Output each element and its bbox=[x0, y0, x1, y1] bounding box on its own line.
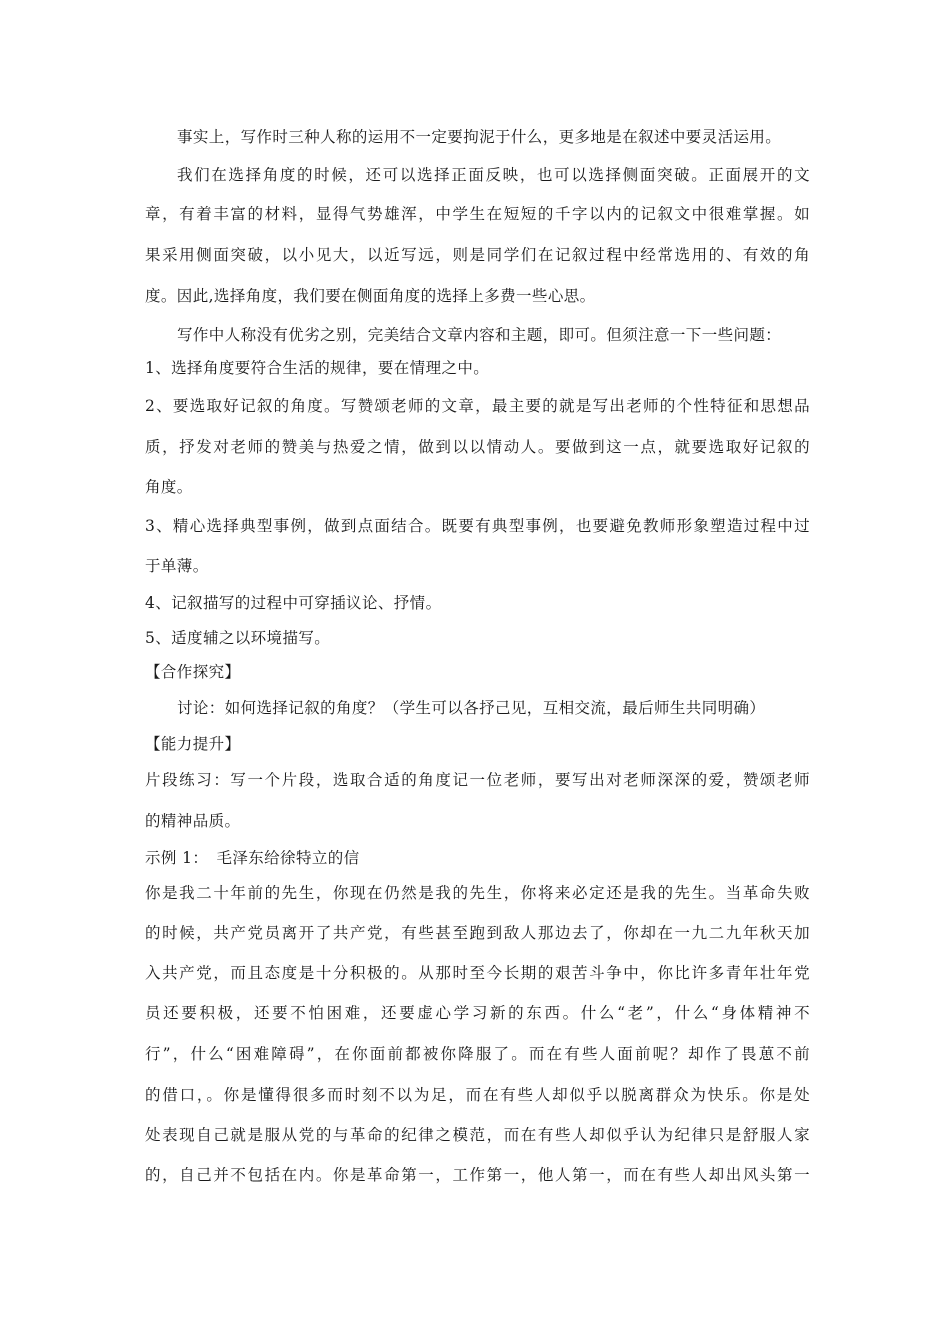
paragraph-line: 入共产党，而且态度是十分积极的。从那时至今长期的艰苦斗争中，你比许多青年壮年党 bbox=[145, 964, 810, 982]
paragraph-line: 的借口，。你是懂得很多而时刻不以为足，而在有些人却似乎以脱离群众为快乐。你是处 bbox=[145, 1086, 810, 1104]
list-item: 2、要选取好记叙的角度。写赞颂老师的文章，最主要的就是写出老师的个性特征和思想品 bbox=[145, 397, 810, 415]
paragraph-line: 于单薄。 bbox=[145, 557, 209, 575]
paragraph-line: 我们在选择角度的时候，还可以选择正面反映，也可以选择侧面突破。正面展开的文 bbox=[177, 166, 810, 184]
example-title: 示例 1： 毛泽东给徐特立的信 bbox=[145, 849, 360, 867]
paragraph-line: 讨论：如何选择记叙的角度？（学生可以各抒己见，互相交流，最后师生共同明确） bbox=[177, 699, 766, 717]
paragraph-line: 你是我二十年前的先生，你现在仍然是我的先生，你将来必定还是我的先生。当革命失败 bbox=[145, 884, 810, 902]
paragraph-line: 行”，什么“困难障碍”，在你面前都被你降服了。而在有些人面前呢？却作了畏葸不前 bbox=[145, 1045, 810, 1063]
paragraph-line: 员还要积极，还要不怕困难，还要虚心学习新的东西。什么“老”，什么“身体精神不 bbox=[145, 1004, 810, 1022]
paragraph-line: 的精神品质。 bbox=[145, 812, 241, 830]
paragraph-line: 事实上，写作时三种人称的运用不一定要拘泥于什么，更多地是在叙述中要灵活运用。 bbox=[177, 128, 782, 146]
list-item: 5、适度辅之以环境描写。 bbox=[145, 629, 331, 647]
section-heading: 【能力提升】 bbox=[145, 735, 241, 753]
list-item: 3、精心选择典型事例，做到点面结合。既要有典型事例，也要避免教师形象塑造过程中过 bbox=[145, 517, 810, 535]
list-item: 1、选择角度要符合生活的规律，要在情理之中。 bbox=[145, 359, 490, 377]
paragraph-line: 度。因此,选择角度，我们要在侧面角度的选择上多费一些心思。 bbox=[145, 287, 596, 305]
paragraph-line: 角度。 bbox=[145, 478, 193, 496]
paragraph-line: 果采用侧面突破，以小见大，以近写远，则是同学们在记叙过程中经常选用的、有效的角 bbox=[145, 246, 810, 264]
paragraph-line: 的，自己并不包括在内。你是革命第一，工作第一，他人第一，而在有些人却出风头第一 bbox=[145, 1166, 810, 1184]
paragraph-line: 质，抒发对老师的赞美与热爱之情，做到以以情动人。要做到这一点，就要选取好记叙的 bbox=[145, 438, 810, 456]
paragraph-line: 章，有着丰富的材料，显得气势雄浑，中学生在短短的千字以内的记叙文中很难掌握。如 bbox=[145, 205, 810, 223]
list-item: 4、记叙描写的过程中可穿插议论、抒情。 bbox=[145, 594, 442, 612]
paragraph-line: 的时候，共产党员离开了共产党，有些甚至跑到敌人那边去了，你却在一九二九年秋天加 bbox=[145, 924, 810, 942]
paragraph-line: 片段练习：写一个片段，选取合适的角度记一位老师，要写出对老师深深的爱，赞颂老师 bbox=[145, 771, 810, 789]
paragraph-line: 写作中人称没有优劣之别，完美结合文章内容和主题，即可。但须注意一下一些问题： bbox=[177, 326, 782, 344]
section-heading: 【合作探究】 bbox=[145, 663, 241, 681]
paragraph-line: 处表现自己就是服从党的与革命的纪律之模范，而在有些人却似乎认为纪律只是舒服人家 bbox=[145, 1126, 810, 1144]
